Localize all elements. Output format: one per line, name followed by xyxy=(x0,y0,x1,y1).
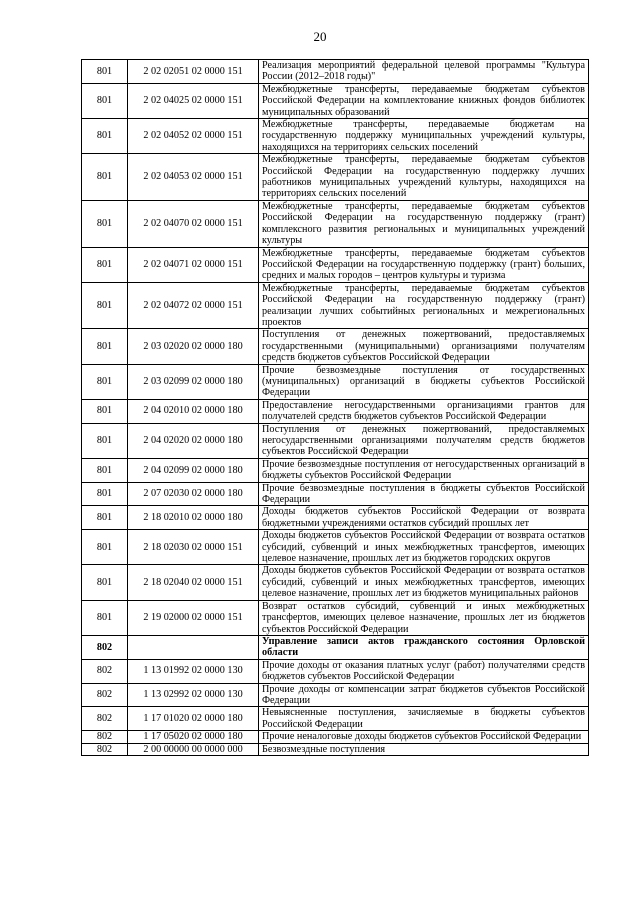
classification-code-cell: 2 02 04072 02 0000 151 xyxy=(128,282,259,329)
classification-code-cell: 2 02 04025 02 0000 151 xyxy=(128,83,259,118)
table-row xyxy=(82,565,589,600)
admin-code-cell: 801 xyxy=(82,482,128,506)
table-row xyxy=(82,743,589,755)
classification-code-cell: 2 02 04071 02 0000 151 xyxy=(128,247,259,282)
classification-code-cell: 1 13 02992 02 0000 130 xyxy=(128,683,259,707)
admin-code-cell: 802 xyxy=(82,731,128,743)
table-row xyxy=(82,683,589,707)
revenue-name-cell: Прочие безвозмездные поступления от государственных (муниципальных) организаций в бюджеты субъектов Российской Федерации xyxy=(259,364,589,399)
admin-code-cell: 801 xyxy=(82,364,128,399)
classification-code-cell: 2 00 00000 00 0000 000 xyxy=(128,743,259,755)
revenue-name-cell: Возврат остатков субсидий, субвенций и иных межбюджетных трансфертов, имеющих целевое назначение, прошлых лет из бюджетов субъектов Российской Федерации xyxy=(259,600,589,635)
revenue-name-cell: Прочие неналоговые доходы бюджетов субъектов Российской Федерации xyxy=(259,731,589,743)
revenue-name-cell: Прочие доходы от оказания платных услуг (работ) получателями средств бюджетов субъектов Российской Федерации xyxy=(259,659,589,683)
admin-code-cell: 801 xyxy=(82,399,128,423)
table-row xyxy=(82,154,589,201)
classification-code-cell: 2 03 02099 02 0000 180 xyxy=(128,364,259,399)
admin-code-cell: 801 xyxy=(82,83,128,118)
table-row xyxy=(82,119,589,154)
table-row xyxy=(82,458,589,482)
admin-code-cell: 801 xyxy=(82,154,128,201)
revenue-name-cell: Межбюджетные трансферты, передаваемые бюджетам субъектов Российской Федерации на государственную поддержку (грант) реализации лучших событийных региональных и межрегиональных проектов xyxy=(259,282,589,329)
classification-code-cell: 2 02 02051 02 0000 151 xyxy=(128,60,259,84)
revenue-name-cell: Управление записи актов гражданского состояния Орловской области xyxy=(259,635,589,659)
admin-code-cell: 801 xyxy=(82,60,128,84)
admin-code-cell: 802 xyxy=(82,707,128,731)
admin-code-cell: 801 xyxy=(82,200,128,247)
admin-code-cell: 801 xyxy=(82,600,128,635)
table-row xyxy=(82,731,589,743)
admin-code-cell: 802 xyxy=(82,683,128,707)
revenue-name-cell: Межбюджетные трансферты, передаваемые бюджетам субъектов Российской Федерации на государственную поддержку лучших работников муниципальных учреждений культуры, находящихся на территориях сельских поселений xyxy=(259,154,589,201)
revenue-name-cell: Межбюджетные трансферты, передаваемые бюджетам субъектов Российской Федерации на государственную поддержку (грант) комплексного развития региональных и муниципальных учреждений культуры xyxy=(259,200,589,247)
revenue-name-cell: Прочие безвозмездные поступления в бюджеты субъектов Российской Федерации xyxy=(259,482,589,506)
table-body xyxy=(82,60,589,756)
table-row xyxy=(82,399,589,423)
revenue-name-cell: Поступления от денежных пожертвований, предоставляемых государственными (муниципальными) организациями получателям средств бюджетов субъектов Российской Федерации xyxy=(259,329,589,364)
revenue-name-cell: Межбюджетные трансферты, передаваемые бюджетам субъектов Российской Федерации на комплектование книжных фондов библиотек муниципальных образований xyxy=(259,83,589,118)
table-row xyxy=(82,635,589,659)
classification-code-cell: 2 02 04070 02 0000 151 xyxy=(128,200,259,247)
table-row xyxy=(82,659,589,683)
admin-code-cell: 801 xyxy=(82,282,128,329)
revenue-name-cell: Доходы бюджетов субъектов Российской Федерации от возврата остатков субсидий, субвенций и иных межбюджетных трансфертов, имеющих целевое назначение, прошлых лет из бюджетов городских округов xyxy=(259,530,589,565)
admin-code-cell: 801 xyxy=(82,329,128,364)
table-row xyxy=(82,423,589,458)
table-row xyxy=(82,247,589,282)
table-row xyxy=(82,530,589,565)
admin-code-cell: 801 xyxy=(82,119,128,154)
revenue-name-cell: Доходы бюджетов субъектов Российской Федерации от возврата бюджетными учреждениями остатков субсидий прошлых лет xyxy=(259,506,589,530)
classification-code-cell: 2 03 02020 02 0000 180 xyxy=(128,329,259,364)
classification-code-cell: 1 17 05020 02 0000 180 xyxy=(128,731,259,743)
classification-code-cell: 2 02 04052 02 0000 151 xyxy=(128,119,259,154)
table-row xyxy=(82,200,589,247)
classification-code-cell: 1 17 01020 02 0000 180 xyxy=(128,707,259,731)
classification-code-cell: 2 07 02030 02 0000 180 xyxy=(128,482,259,506)
revenue-name-cell: Прочие доходы от компенсации затрат бюджетов субъектов Российской Федерации xyxy=(259,683,589,707)
revenue-name-cell: Невыясненные поступления, зачисляемые в бюджеты субъектов Российской Федерации xyxy=(259,707,589,731)
table-row xyxy=(82,282,589,329)
table-row xyxy=(82,707,589,731)
admin-code-cell: 801 xyxy=(82,565,128,600)
admin-code-cell: 801 xyxy=(82,247,128,282)
table-row xyxy=(82,506,589,530)
table-row xyxy=(82,482,589,506)
classification-code-cell: 2 18 02010 02 0000 180 xyxy=(128,506,259,530)
admin-code-cell: 801 xyxy=(82,530,128,565)
admin-code-cell: 801 xyxy=(82,458,128,482)
revenue-name-cell: Доходы бюджетов субъектов Российской Федерации от возврата остатков субсидий, субвенций и иных межбюджетных трансфертов, имеющих целевое назначение, прошлых лет из бюджетов муниципальных районов xyxy=(259,565,589,600)
classification-code-cell: 2 04 02010 02 0000 180 xyxy=(128,399,259,423)
revenue-name-cell: Межбюджетные трансферты, передаваемые бюджетам субъектов Российской Федерации на государственную поддержку (грант) больших, средних и малых городов – центров культуры и туризма xyxy=(259,247,589,282)
table-row xyxy=(82,60,589,84)
admin-code-cell: 801 xyxy=(82,423,128,458)
classification-code-cell: 2 19 02000 02 0000 151 xyxy=(128,600,259,635)
revenue-name-cell: Поступления от денежных пожертвований, предоставляемых негосударственными организациями получателям средств бюджетов субъектов Российской Федерации xyxy=(259,423,589,458)
revenue-name-cell: Прочие безвозмездные поступления от негосударственных организаций в бюджеты субъектов Российской Федерации xyxy=(259,458,589,482)
revenue-codes-table xyxy=(81,59,589,756)
classification-code-cell xyxy=(128,635,259,659)
table-row xyxy=(82,364,589,399)
classification-code-cell: 2 04 02099 02 0000 180 xyxy=(128,458,259,482)
revenue-name-cell: Реализация мероприятий федеральной целевой программы "Культура России (2012–2018 годы)" xyxy=(259,60,589,84)
classification-code-cell: 2 18 02030 02 0000 151 xyxy=(128,530,259,565)
admin-code-cell: 801 xyxy=(82,506,128,530)
classification-code-cell: 2 02 04053 02 0000 151 xyxy=(128,154,259,201)
admin-code-cell: 802 xyxy=(82,743,128,755)
table-row xyxy=(82,83,589,118)
admin-code-cell: 802 xyxy=(82,659,128,683)
revenue-name-cell: Межбюджетные трансферты, передаваемые бюджетам на государственную поддержку муниципальных учреждений культуры, находящихся на территориях сельских поселений xyxy=(259,119,589,154)
classification-code-cell: 2 18 02040 02 0000 151 xyxy=(128,565,259,600)
revenue-name-cell: Безвозмездные поступления xyxy=(259,743,589,755)
page-number: 20 xyxy=(313,29,327,44)
table-row xyxy=(82,600,589,635)
table-row xyxy=(82,329,589,364)
revenue-name-cell: Предоставление негосударственными организациями грантов для получателей средств бюджетов субъектов Российской Федерации xyxy=(259,399,589,423)
classification-code-cell: 2 04 02020 02 0000 180 xyxy=(128,423,259,458)
classification-code-cell: 1 13 01992 02 0000 130 xyxy=(128,659,259,683)
admin-code-cell: 802 xyxy=(82,635,128,659)
